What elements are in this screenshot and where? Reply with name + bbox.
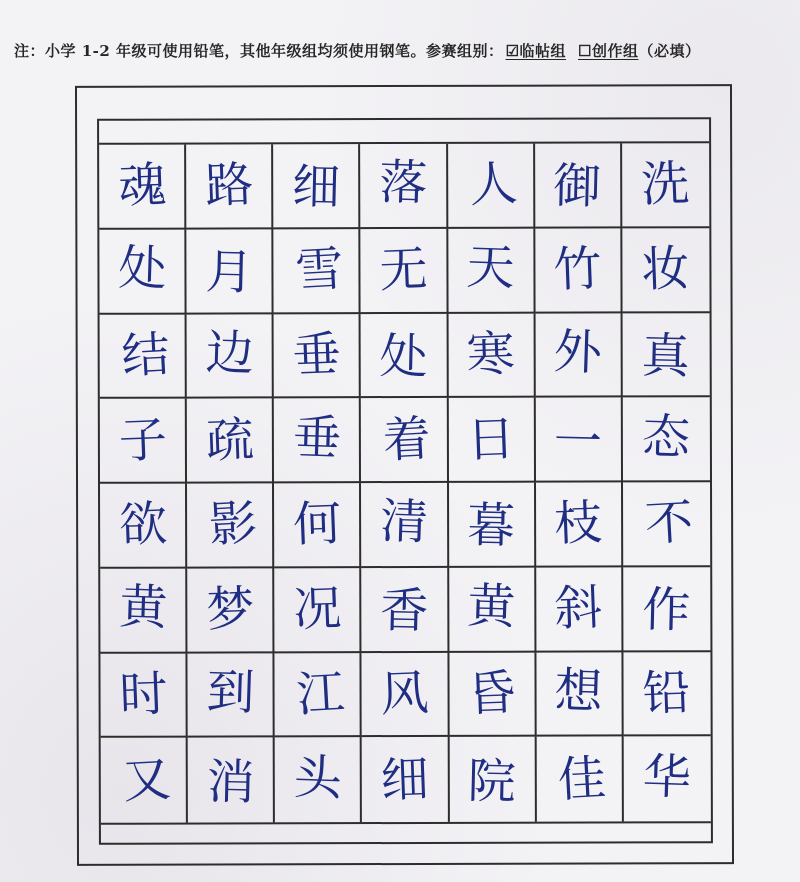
handwritten-character: 影 [207, 495, 259, 554]
instruction-note [14, 40, 700, 61]
handwritten-character: 欲 [117, 496, 168, 554]
grid-cell [449, 567, 536, 652]
handwritten-character: 真 [641, 327, 691, 385]
grid-cell [535, 143, 622, 228]
handwritten-character: 不 [644, 494, 696, 553]
handwritten-character: 魂 [116, 157, 167, 215]
handwritten-character: 华 [642, 748, 693, 806]
grid-cell [187, 399, 274, 484]
handwritten-character: 子 [117, 411, 168, 470]
handwritten-character: 雪 [293, 240, 345, 300]
grid-cell [187, 314, 274, 399]
handwritten-character: 疏 [204, 411, 255, 469]
handwritten-character: 时 [118, 665, 169, 724]
handwritten-character: 黄 [118, 579, 168, 637]
grid-cell [187, 483, 274, 568]
grid-cell [188, 738, 275, 823]
handwritten-character: 天 [465, 239, 516, 297]
handwritten-character: 暮 [466, 497, 516, 555]
grid-cell [361, 229, 448, 314]
grid-cell [622, 228, 709, 313]
grid-cell [274, 483, 361, 568]
grid-cell [361, 483, 448, 568]
handwritten-character: 竹 [552, 240, 603, 299]
grid-cell [448, 144, 535, 229]
handwritten-character: 细 [291, 159, 341, 217]
grid-cell [99, 229, 186, 314]
handwritten-character: 垂 [291, 326, 342, 384]
grid-cell [624, 736, 711, 821]
handwritten-character: 斜 [553, 579, 604, 638]
handwritten-character: 况 [292, 580, 343, 639]
grid-cell [535, 398, 622, 483]
handwritten-character: 头 [292, 749, 343, 807]
grid-cell [100, 399, 187, 484]
grid-cell [273, 144, 360, 229]
handwritten-character: 院 [467, 752, 517, 810]
handwritten-character: 消 [205, 753, 256, 811]
grid-cell [100, 653, 187, 738]
handwritten-character: 月 [204, 244, 254, 302]
grid-cell [536, 567, 623, 652]
grid-cell [448, 313, 535, 398]
handwritten-character: 寒 [465, 325, 516, 384]
handwritten-character: 无 [378, 241, 429, 300]
handwritten-character: 到 [205, 663, 256, 722]
handwritten-character: 作 [642, 581, 692, 639]
note-text: 注：小学 1-2 年级可使用铅笔，其他年级组均须使用钢笔。参赛组别： [14, 42, 504, 60]
handwritten-character: 何 [291, 495, 343, 554]
grid-cell [449, 737, 536, 822]
grid-cell [99, 145, 186, 230]
grid-cell [448, 228, 535, 313]
grid-cell [536, 737, 623, 822]
handwritten-character: 洗 [640, 155, 691, 214]
handwritten-character: 结 [119, 326, 171, 385]
grid-cell [622, 143, 709, 228]
grid-cell [362, 737, 449, 822]
handwritten-character: 香 [379, 582, 429, 640]
grid-cell [188, 653, 275, 738]
grid-cell [622, 313, 709, 398]
grid-cell [275, 737, 362, 822]
grid-cell [623, 482, 710, 567]
grid-cell [536, 652, 623, 737]
grid-cell [275, 568, 362, 653]
grid-cell [449, 652, 536, 737]
group-options [504, 42, 639, 60]
grid-cell [536, 482, 623, 567]
handwritten-character: 梦 [205, 580, 256, 639]
grid-cell [274, 314, 361, 399]
grid-cell [274, 398, 361, 483]
handwritten-character: 昏 [466, 664, 517, 723]
handwritten-character: 处 [117, 240, 167, 298]
grid-cell [623, 652, 710, 737]
option-copying-group[interactable]: ☑临帖组 [505, 42, 567, 60]
grid-cell [449, 483, 536, 568]
grid-cell [535, 228, 622, 313]
handwritten-character: 风 [379, 664, 430, 723]
grid-cell [274, 229, 361, 314]
grid-cell [186, 144, 273, 229]
handwritten-character: 又 [120, 750, 172, 810]
grid-cell [448, 398, 535, 483]
grid-cell [101, 738, 188, 823]
handwritten-character: 枝 [553, 495, 604, 553]
note-required: （必填） [638, 42, 701, 60]
grid-cell [362, 652, 449, 737]
handwritten-character: 铅 [641, 664, 693, 723]
bottom-margin-strip [101, 821, 711, 843]
handwritten-character: 日 [465, 410, 517, 469]
handwritten-character: 细 [379, 750, 430, 809]
character-grid [99, 143, 711, 823]
handwritten-character: 清 [379, 493, 430, 552]
handwritten-character: 处 [378, 328, 429, 386]
grid-cell [623, 397, 710, 482]
top-margin-strip [99, 119, 709, 145]
handwritten-character: 黄 [466, 578, 517, 636]
grid-cell [100, 568, 187, 653]
handwritten-character: 落 [378, 154, 429, 213]
grid-cell [361, 398, 448, 483]
handwritten-character: 一 [553, 412, 603, 470]
handwritten-character: 着 [381, 410, 433, 469]
handwritten-character: 边 [204, 324, 255, 383]
handwritten-character: 想 [553, 662, 604, 721]
handwritten-character: 外 [553, 323, 603, 382]
grid-cell [535, 313, 622, 398]
grid-cell [187, 568, 274, 653]
handwritten-character: 佳 [556, 749, 608, 809]
handwritten-character: 路 [203, 156, 254, 215]
grid-cell [186, 229, 273, 314]
grid-cell [362, 568, 449, 653]
handwritten-character: 态 [641, 408, 692, 466]
grid-cell [100, 314, 187, 399]
handwritten-character: 人 [467, 155, 519, 215]
handwritten-character: 垂 [291, 409, 342, 467]
grid-cell [623, 567, 710, 652]
grid-cell [275, 653, 362, 738]
handwritten-character: 妆 [640, 240, 691, 299]
grid-cell [361, 144, 448, 229]
handwritten-character: 御 [552, 158, 603, 216]
grid-cell [361, 313, 448, 398]
option-creative-group[interactable]: ☐创作组 [578, 42, 639, 60]
handwritten-character: 江 [294, 664, 346, 724]
grid-cell [100, 484, 187, 569]
calligraphy-grid-frame [97, 117, 713, 845]
